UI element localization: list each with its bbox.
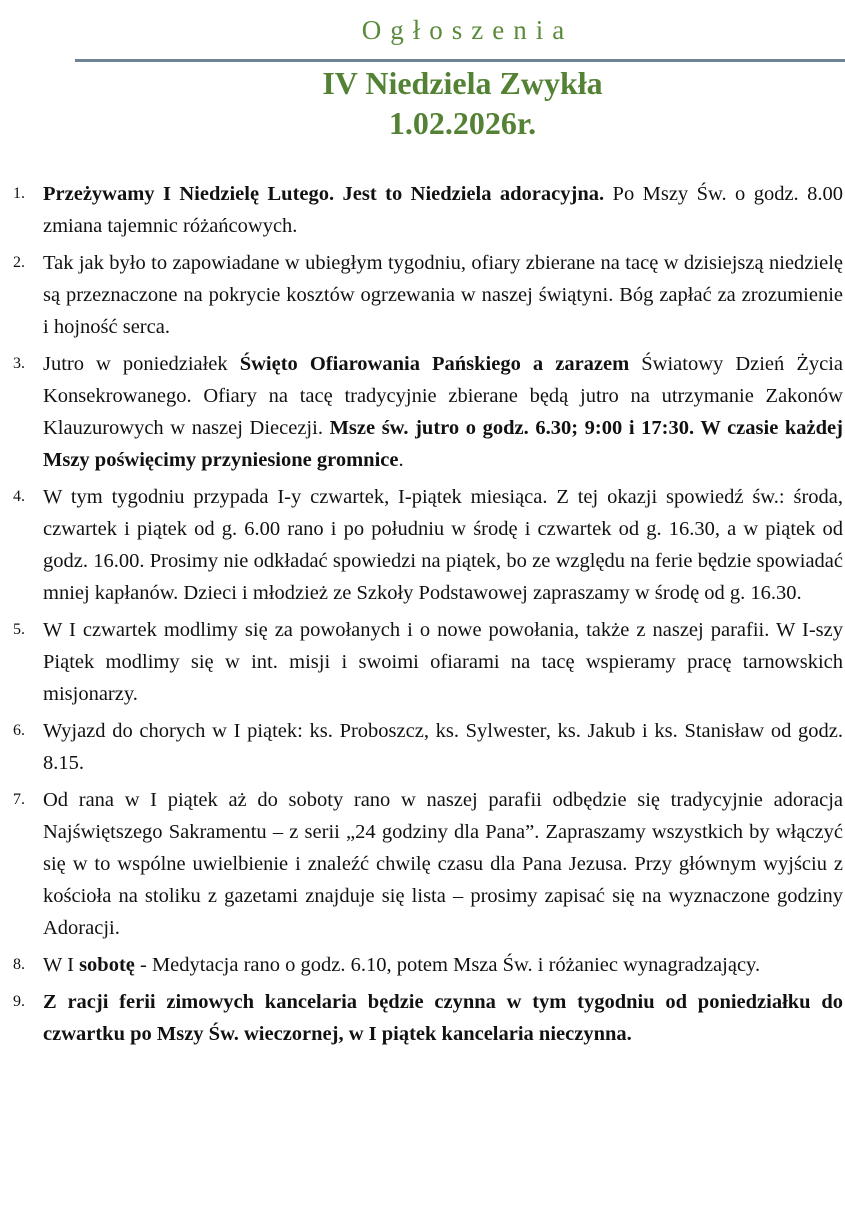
item-text: Światowy Dzień Życia Konsekrowanego. Ofiary na tacę tradycyjnie zbierane będą jutro na utrzymanie Zakonów Klauzurowych w naszej Diecezji. [43, 353, 843, 439]
item-number: 7. [13, 791, 25, 808]
item-number: 2. [13, 254, 25, 271]
announcement-item [13, 784, 843, 944]
item-text: W I czwartek modlimy się za powołanych i o nowe powołania, także z naszej parafii. W I-szy Piątek modlimy się w int. misji i swoimi ofiarami na tacę wspieramy pracę tarnowskich misjonarzy. [43, 619, 843, 705]
item-text: Tak jak było to zapowiadane w ubiegłym tygodniu, ofiary zbierane na tacę w dzisiejszą niedzielę są przeznaczone na pokrycie kosztów ogrzewania w naszej świątyni. Bóg zapłać za zrozumienie i hojność serca. [43, 252, 843, 338]
page-title: IV Niedziela Zwykła [322, 65, 603, 101]
item-text: - Medytacja rano o godz. 6.10, potem Msza Św. i różaniec wynagradzający. [134, 954, 761, 976]
header-divider [75, 59, 845, 62]
announcement-item [13, 986, 843, 1050]
emphasized-text: sobotę [79, 954, 135, 976]
item-number: 1. [13, 185, 25, 202]
item-text: Jutro w poniedziałek [43, 353, 240, 375]
item-number: 3. [13, 355, 25, 372]
emphasized-text: Z racji ferii zimowych kancelaria będzie czynna w tym tygodniu od poniedziałku do czwartku po Mszy Św. wieczornej, w I piątek kancelaria nieczynna. [43, 991, 843, 1045]
announcements-list [0, 178, 843, 1055]
announcement-item [13, 348, 843, 476]
announcement-item [13, 178, 843, 242]
announcement-item [13, 715, 843, 779]
item-text: Wyjazd do chorych w I piątek: ks. Proboszcz, ks. Sylwester, ks. Jakub i ks. Stanisław od godz. 8.15. [43, 720, 843, 774]
item-number: 9. [13, 993, 25, 1010]
announcement-item [13, 247, 843, 343]
section-kicker: Ogłoszenia [361, 15, 574, 45]
item-text: Od rana w I piątek aż do soboty rano w naszej parafii odbędzie się tradycyjnie adoracja Najświętszego Sakramentu – z serii „24 godziny dla Pana”. Zapraszamy wszystkich by włączyć się w to wspólne uwielbienie i znaleźć chwilę czasu dla Pana Jezusa. Przy głównym wyjściu z kościoła na stoliku z gazetami znajduje się lista – prosimy zapisać się na wyznaczone godziny Adoracji. [43, 789, 843, 939]
announcement-item [13, 481, 843, 609]
item-number: 6. [13, 722, 25, 739]
emphasized-text: Święto Ofiarowania Pańskiego a zarazem [239, 353, 630, 375]
emphasized-text: Msze św. jutro o godz. 6.30; 9:00 i 17:30. W czasie każdej Mszy poświęcimy przyniesione gromnice [43, 417, 843, 471]
item-number: 8. [13, 956, 25, 973]
item-text: W tym tygodniu przypada I-y czwartek, I-piątek miesiąca. Z tej okazji spowiedź św.: środa, czwartek i piątek od g. 6.00 rano i po południu w środę i czwartek od g. 16.30, a w piątek od godz. 16.00. Prosimy nie odkładać spowiedzi na piątek, bo ze względu na ferie będzie spowiadać mniej kapłanów. Dzieci i młodzież ze Szkoły Podstawowej zapraszamy w środę od g. 16.30. [43, 486, 843, 604]
item-text: Po Mszy Św. o godz. 8.00 zmiana tajemnic różańcowych. [43, 183, 843, 237]
announcement-item [13, 614, 843, 710]
item-text: W I [43, 954, 80, 976]
page-date: 1.02.2026r. [388, 105, 537, 141]
item-number: 4. [13, 488, 25, 505]
page-header [0, 10, 845, 50]
item-number: 5. [13, 621, 25, 638]
item-text: . [398, 449, 404, 471]
emphasized-text: Przeżywamy I Niedzielę Lutego. Jest to Niedziela adoracyjna. [43, 183, 605, 205]
announcement-item [13, 949, 843, 981]
